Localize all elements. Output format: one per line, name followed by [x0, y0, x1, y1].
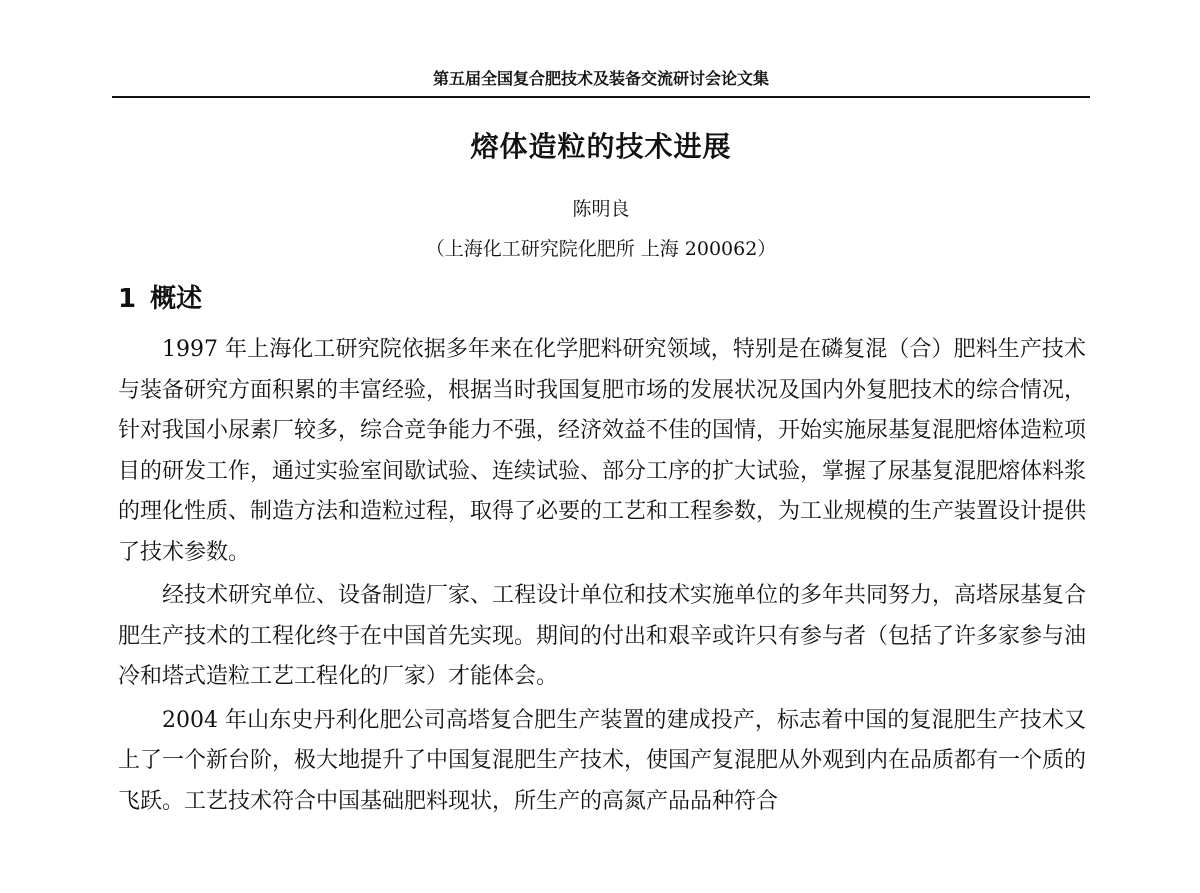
paragraph-1: 1997 年上海化工研究院依据多年来在化学肥料研究领域，特别是在磷复混（合）肥料生产技术与装备研究方面积累的丰富经验，根据当时我国复肥市场的发展状况及国内外复肥技术的综合情况，针对我国小尿素厂较多，综合竞争能力不强，经济效益不佳的国情，开始实施尿基复混肥熔体造粒项目的研发工作，通过实验室间歇试验、连续试验、部分工序的扩大试验，掌握了尿基复混肥熔体料浆的理化性质、制造方法和造粒过程，取得了必要的工艺和工程参数，为工业规模的生产装置设计提供了技术参数。	[118, 337, 1087, 565]
section-number: 1	[118, 284, 137, 314]
header-rule	[112, 96, 1090, 98]
running-header: 第五届全国复合肥技术及装备交流研讨会论文集	[432, 69, 769, 88]
section-heading	[118, 278, 202, 315]
paragraph-3: 2004 年山东史丹利化肥公司高塔复合肥生产装置的建成投产，标志着中国的复混肥生产技术又上了一个新台阶，极大地提升了中国复混肥生产技术，使国产复混肥从外观到内在品质都有一个质的飞跃。工艺技术符合中国基础肥料现状，所生产的高氮产品品种符合	[118, 707, 1087, 814]
author-affiliation: （上海化工研究院化肥所 上海 200062）	[425, 238, 777, 260]
author-name: 陈明良	[572, 198, 630, 220]
paragraph-2: 经技术研究单位、设备制造厂家、工程设计单位和技术实施单位的多年共同努力，高塔尿基复合肥生产技术的工程化终于在中国首先实现。期间的付出和艰辛或许只有参与者（包括了许多家参与油冷和塔式造粒工艺工程化的厂家）才能体会。	[118, 583, 1087, 689]
section-title: 概述	[150, 284, 203, 314]
body-text	[118, 330, 1086, 822]
article-title: 熔体造粒的技术进展	[470, 130, 732, 163]
